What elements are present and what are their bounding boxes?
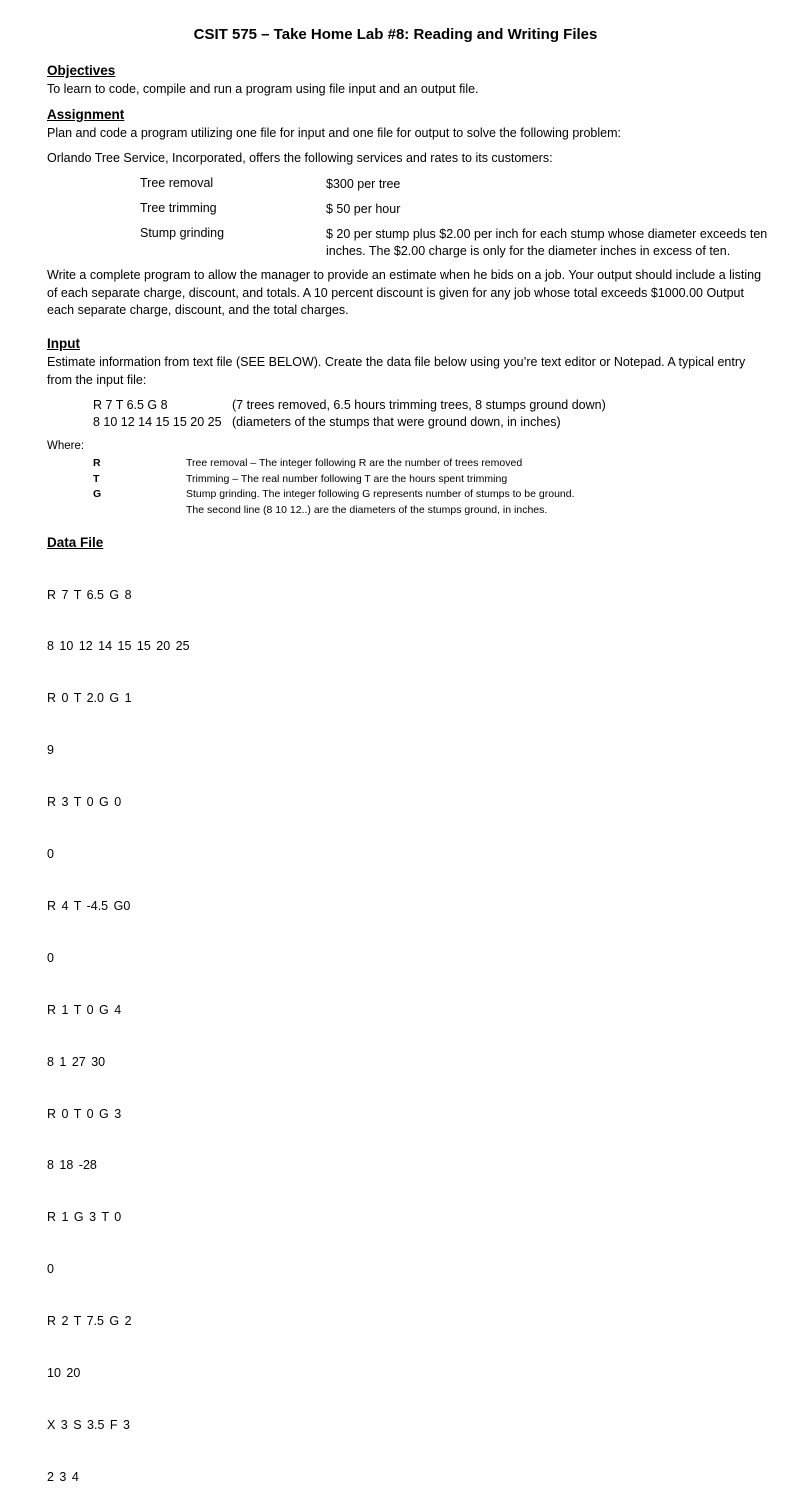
legend-desc: Tree removal – The integer following R are the number of trees removed xyxy=(186,457,523,469)
sample-line: 8 10 12 14 15 15 20 25 xyxy=(93,415,222,429)
data-line: 0 xyxy=(47,847,54,862)
rate-service: Tree trimming xyxy=(140,201,217,215)
rate-value: $ 50 per hour xyxy=(326,202,401,216)
data-line: 9 xyxy=(47,743,54,758)
sample-line: R 7 T 6.5 G 8 xyxy=(93,398,168,412)
page-title: CSIT 575 – Take Home Lab #8: Reading and Writing Files xyxy=(193,26,598,43)
sample-comment: (diameters of the stumps that were ground down, in inches) xyxy=(232,415,561,429)
sample-comment: (7 trees removed, 6.5 hours trimming trees, 8 stumps ground down) xyxy=(232,398,606,412)
assignment-text-1: Plan and code a program utilizing one file for input and one file for output to solve the following problem: xyxy=(47,126,621,140)
rate-value: $ 20 per stump plus $2.00 per inch for each stump whose diameter exceeds ten inches. The $2.00 charge is only for the diameter inches in excess of ten. xyxy=(326,227,768,258)
legend-desc: Trimming – The real number following T are the hours spent trimming xyxy=(186,472,508,485)
data-line: R 7 T 6.5 G 8 xyxy=(47,587,132,602)
legend-key: T xyxy=(93,472,100,485)
rate-value: $300 per tree xyxy=(326,177,401,191)
legend-key: G xyxy=(93,488,102,500)
data-line: 0 xyxy=(47,950,54,965)
where-label: Where: xyxy=(47,440,85,452)
data-line: R 1 T 0 G 4 xyxy=(47,1002,122,1017)
input-heading: Input xyxy=(47,336,80,351)
rate-service: Tree removal xyxy=(140,176,214,190)
data-line: X 3 S 3.5 F 3 xyxy=(47,1417,130,1432)
assignment-heading: Assignment xyxy=(47,107,125,122)
data-line: R 0 T 2.0 G 1 xyxy=(47,691,132,706)
data-line: 8 10 12 14 15 15 20 25 xyxy=(47,639,190,654)
input-text: Estimate information from text file (SEE BELOW). Create the data file below using you’re text editor or Notepad. A typical entry from the input file: xyxy=(47,355,746,387)
data-line: 0 xyxy=(47,1262,54,1277)
legend-desc: Stump grinding. The integer following G represents number of stumps to be ground. xyxy=(186,488,575,500)
data-line: 8 18 -28 xyxy=(47,1158,97,1173)
assignment-text-3: Write a complete program to allow the manager to provide an estimate when he bids on a job. Your output should include a listing of each separate charge, discount, and totals. A 10 percent discount is given for any job whose total exceeds $1000.00 Output each separate charge, discount, and the total charges. xyxy=(47,268,762,317)
legend-desc: The second line (8 10 12..) are the diameters of the stumps ground, in inches. xyxy=(186,503,548,516)
data-line: 2 3 4 xyxy=(47,1469,79,1484)
rate-service: Stump grinding xyxy=(140,226,225,240)
data-line: R 0 T 0 G 3 xyxy=(47,1106,122,1121)
data-file-lines xyxy=(47,552,190,1503)
data-file-heading: Data File xyxy=(47,535,104,550)
legend-key: R xyxy=(93,457,101,469)
assignment-text-2: Orlando Tree Service, Incorporated, offers the following services and rates to its customers: xyxy=(47,151,553,165)
data-line: R 2 T 7.5 G 2 xyxy=(47,1314,132,1329)
objectives-heading: Objectives xyxy=(47,63,116,78)
data-line: R 3 T 0 G 0 xyxy=(47,795,122,810)
objectives-text: To learn to code, compile and run a program using file input and an output file. xyxy=(47,82,479,96)
data-line: R 1 G 3 T 0 xyxy=(47,1210,122,1225)
data-line: 8 1 27 30 xyxy=(47,1054,106,1069)
data-line: R 4 T -4.5 G0 xyxy=(47,898,131,913)
data-line: 10 20 xyxy=(47,1365,81,1380)
